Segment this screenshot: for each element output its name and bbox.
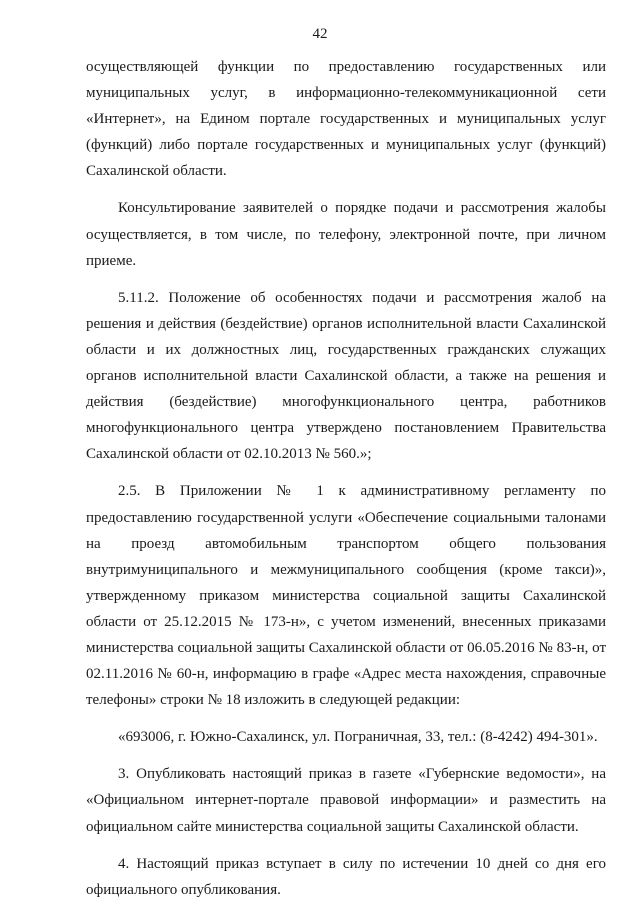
paragraph-consultation: Консультирование заявителей о порядке подачи и рассмотрения жалобы осуществляется, в том числе, по телефону, электронной почте, при личном приеме. [86, 200, 606, 269]
paragraph-3-publish: 3. Опубликовать настоящий приказ в газете «Губернские ведомости», на «Официальном интернет-портале правовой информации» и разместить на официальном сайте министерства социальной защиты Сахалинской области. [86, 766, 606, 835]
page-number: 42 [312, 26, 328, 42]
paragraph-address: «693006, г. Южно-Сахалинск, ул. Пограничная, 33, тел.: (8-4242) 494-301». [118, 729, 598, 746]
paragraph-4-effective: 4. Настоящий приказ вступает в силу по истечении 10 дней со дня его официального опубликования. [86, 855, 606, 898]
paragraph-continuation: осуществляющей функции по предоставлению государственных или муниципальных услуг, в информационно-телекоммуникационной сети «Интернет», на Едином портале государственных и муниципальных услуг (функций) либо портале государственных и муниципальных услуг (функций) Сахалинской области. [86, 59, 606, 180]
paragraph-5-11-2: 5.11.2. Положение об особенностях подачи и рассмотрения жалоб на решения и действия (бездействие) органов исполнительной власти Сахалинской области и их должностных лиц, государственных гражданских служащих органов исполнительной власти Сахалинской области, а также на решения и действия (бездействие) многофункционального центра, работников многофункционального центра утверждено постановлением Правительства Сахалинской области от 02.10.2013 № 560.»; [86, 289, 606, 463]
document-body [86, 54, 606, 903]
paragraph-2-5: 2.5. В Приложении № 1 к административному регламенту по предоставлению государственной услуги «Обеспечение социальными талонами на проезд автомобильным транспортом общего пользования внутримуниципального и межмуниципального сообщения (кроме такси)», утвержденному приказом министерства социальной защиты Сахалинской области от 25.12.2015 № 173-н», с учетом изменений, внесенных приказами министерства социальной защиты Сахалинской области от 06.05.2016 № 83-н, от 02.11.2016 № 60-н, информацию в графе «Адрес места нахождения, справочные телефоны» строки № 18 изложить в следующей редакции: [86, 483, 606, 709]
